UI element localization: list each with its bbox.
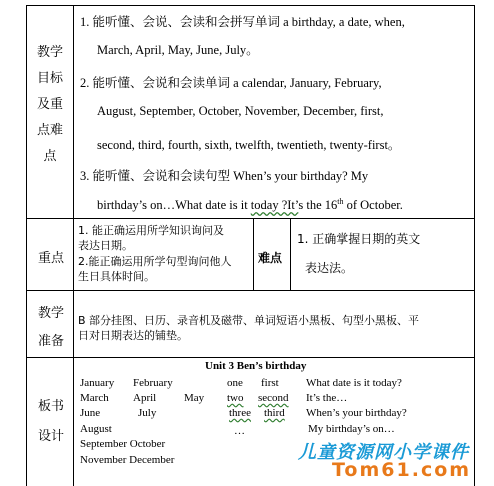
difficult-points-label: 难点 [258, 251, 283, 265]
board-ordinal-one: one [227, 377, 243, 389]
board-month-august: August [80, 423, 112, 435]
row-divider-objectives [26, 218, 474, 219]
objective-3-line-1: 3. 能听懂、会说和会读句型 When’s your birthday? My [80, 169, 369, 183]
board-month-april: April [133, 392, 157, 404]
prep-label-line-2: 准备 [38, 334, 65, 349]
watermark-logo-line-2: Tom61.com [332, 459, 472, 481]
objective-2-line-2: August, September, October, November, December, first, [97, 104, 384, 118]
board-ordinal-three: three [229, 407, 251, 419]
row-divider-keypoints [26, 290, 474, 291]
objectives-label [30, 40, 70, 170]
board-sentence-2: It’s the… [306, 392, 348, 404]
board-label-line-2: 设计 [38, 429, 65, 444]
board-sentence-1: What date is it today? [306, 377, 402, 389]
prep-line-2: 日对日期表达的铺垫。 [78, 329, 188, 342]
objective-3-line-2 [97, 197, 403, 213]
board-label-line-1: 板书 [38, 399, 65, 414]
row-divider-prep [26, 357, 474, 358]
objectives-label-line-3: 及重 [36, 97, 63, 112]
table-right-border [474, 5, 475, 486]
key-point-1-line-1: 1. 能正确运用所学知识询问及 [78, 224, 224, 237]
label-column-divider [73, 5, 74, 486]
keypoints-divider-1 [253, 218, 254, 290]
key-point-1-line-2: 表达日期。 [78, 239, 133, 252]
table-top-border [26, 5, 474, 6]
board-month-march: March [80, 392, 109, 404]
watermark-logo-line-1: 儿童资源网小学课件 [298, 442, 469, 463]
board-ordinal-ellipsis: … [234, 425, 245, 437]
objective-1-line-1: 1. 能听懂、会说、会读和会拼写单词 a birthday, a date, when, [80, 15, 405, 29]
board-sentence-3: When’s your birthday? [306, 407, 407, 419]
board-month-february: February [133, 377, 173, 389]
objectives-label-line-4: 点难 [36, 123, 63, 138]
objective-3-line-2-underlined: today ?It’ [250, 198, 299, 213]
board-ordinal-third: third [264, 407, 285, 419]
board-month-june: June [80, 407, 101, 419]
board-month-january: January [80, 377, 115, 389]
objectives-label-line-1: 教学 [36, 45, 63, 60]
key-point-2-line-2: 生日具体时间。 [78, 270, 155, 283]
objective-3-line-2-end: of October. [343, 198, 403, 213]
objective-1-line-2: March, April, May, June, July。 [97, 43, 259, 57]
objective-2-line-1: 2. 能听懂、会说和会读单词 a calendar, January, February, [80, 76, 382, 90]
objective-2-line-3: second, third, fourth, sixth, twelfth, twentieth, twenty-first。 [97, 138, 401, 152]
objective-3-superscript: th [337, 197, 344, 206]
board-months-nov-dec: November December [80, 454, 175, 466]
board-month-may: May [184, 392, 205, 404]
objective-3-line-2-start: birthday’s on…What date is it [97, 198, 251, 213]
board-month-july: July [138, 407, 157, 419]
prep-label-line-1: 教学 [38, 306, 65, 321]
board-ordinal-second: second [258, 392, 289, 404]
board-title: Unit 3 Ben’s birthday [205, 360, 307, 372]
objectives-label-line-5: 点 [43, 149, 57, 164]
board-ordinal-first: first [261, 377, 279, 389]
prep-line-1: B 部分挂图、日历、录音机及磁带、单词短语小黑板、句型小黑板、平 [78, 314, 420, 327]
keypoints-divider-2 [290, 218, 291, 290]
board-sentence-4: My birthday’s on… [308, 423, 395, 435]
difficult-point-line-1: 1. 正确掌握日期的英文 [297, 232, 421, 246]
board-ordinal-two: two [227, 392, 244, 404]
objective-3-line-2-mid: s the 16 [298, 198, 338, 213]
board-months-sep-oct: September October [80, 438, 166, 450]
difficult-point-line-2: 表达法。 [305, 261, 354, 275]
key-points-label: 重点 [38, 251, 65, 266]
table-left-border [26, 5, 27, 486]
key-point-2-line-1: 2.能正确运用所学句型询问他人 [78, 255, 232, 268]
objectives-label-line-2: 目标 [36, 71, 63, 86]
